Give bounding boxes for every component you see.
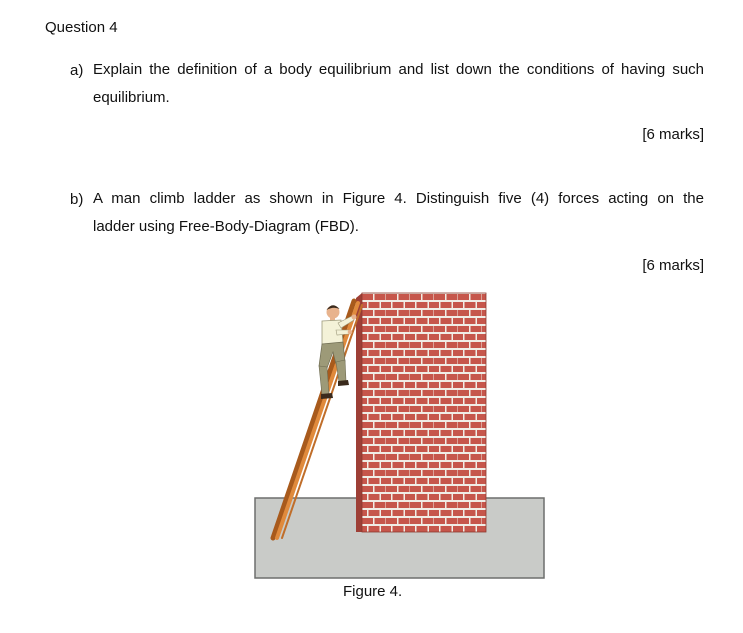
part-a-line-2: equilibrium. <box>93 89 170 106</box>
part-b-label: b) <box>70 191 84 208</box>
part-b-marks: [6 marks] <box>642 257 704 274</box>
part-b-line-1: A man climb ladder as shown in Figure 4. Distinguish five (4) forces acting on the <box>93 190 704 207</box>
climbing-man <box>319 305 357 399</box>
brick-wall <box>362 293 486 532</box>
part-a-marks: [6 marks] <box>642 126 704 143</box>
wall-side-face <box>356 293 362 532</box>
part-a-line-1: Explain the definition of a body equilibrium and list down the conditions of having such <box>93 61 704 78</box>
part-a-label: a) <box>70 62 84 79</box>
figure-caption: Figure 4. <box>343 583 403 600</box>
question-title: Question 4 <box>45 19 118 36</box>
part-b-line-2: ladder using Free-Body-Diagram (FBD). <box>93 218 359 235</box>
